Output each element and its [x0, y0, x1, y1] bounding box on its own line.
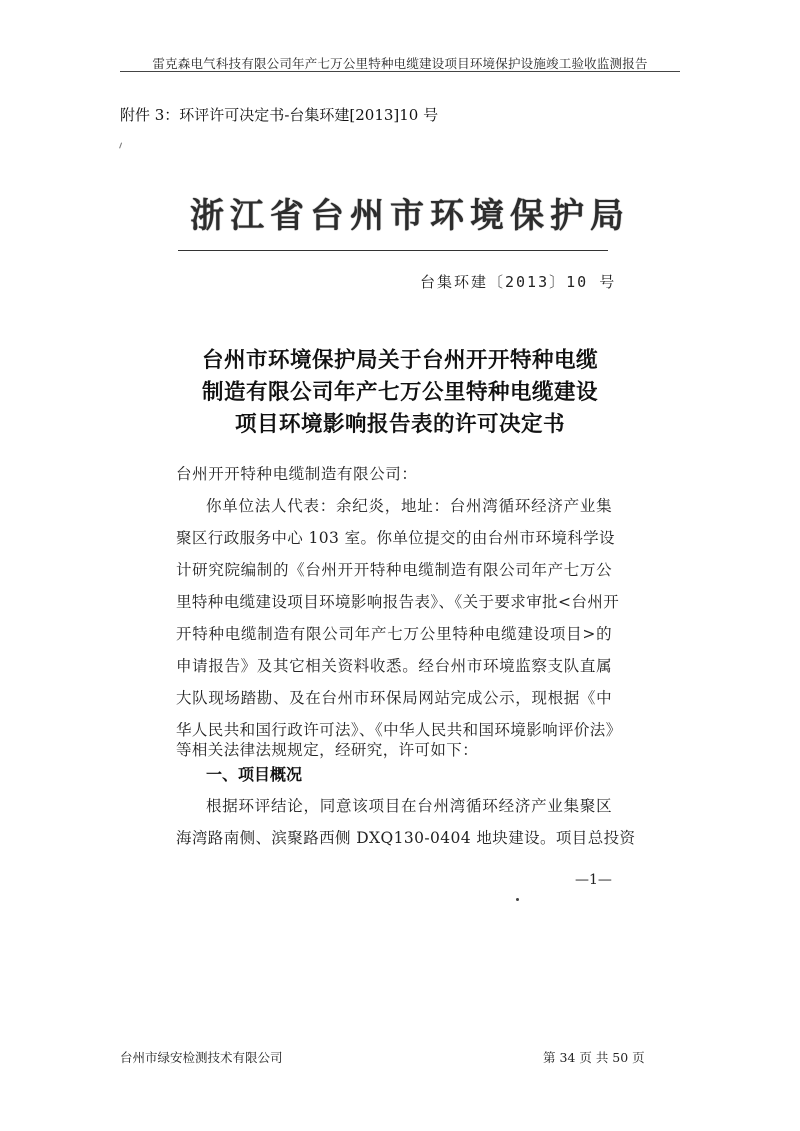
footer-page-info: 第 34 页 共 50 页: [543, 1050, 645, 1065]
page-number-mark: —1—: [575, 872, 612, 888]
body-line: 等相关法律法规规定，经研究，许可如下：: [176, 741, 479, 759]
body-line: 聚区行政服务中心 103 室。你单位提交的由台州市环境科学设: [176, 529, 615, 547]
header-divider: [120, 71, 680, 72]
scan-mark: [119, 142, 125, 149]
body-line: 开特种电缆制造有限公司年产七万公里特种电缆建设项目>的: [176, 625, 612, 643]
section-line: 根据环评结论，同意该项目在台州湾循环经济产业集聚区: [206, 797, 612, 815]
document-number: 台集环建〔2013〕10 号: [420, 273, 617, 291]
body-line: 你单位法人代表：余纪炎，地址：台州湾循环经济产业集: [206, 497, 612, 515]
addressee: 台州开开特种电缆制造有限公司：: [176, 465, 418, 483]
bureau-letterhead: 浙江省台州市环境保护局: [190, 196, 630, 236]
section-heading: 一、项目概况: [206, 765, 303, 784]
section-line: 海湾路南侧、滨聚路西侧 DXQ130-0404 地块建设。项目总投资: [176, 829, 636, 847]
body-line: 华人民共和国行政许可法》、《中华人民共和国环境影响评价法》: [176, 721, 622, 739]
footer-company: 台州市绿安检测技术有限公司: [120, 1050, 283, 1065]
scan-dot: [516, 898, 519, 901]
document-title-line-1: 台州市环境保护局关于台州开开特种电缆: [201, 348, 598, 373]
body-line: 大队现场踏勘、及在台州市环保局网站完成公示，现根据《中: [176, 689, 612, 707]
body-line: 计研究院编制的《台州开开特种电缆制造有限公司年产七万公: [176, 561, 612, 579]
document-title-line-3: 项目环境影响报告表的许可决定书: [234, 412, 565, 437]
body-line: 里特种电缆建设项目环境影响报告表》、《关于要求审批<台州开: [176, 593, 620, 611]
letterhead-divider: [178, 250, 608, 251]
document-title-line-2: 制造有限公司年产七万公里特种电缆建设: [201, 380, 598, 405]
body-line: 申请报告》及其它相关资料收悉。经台州市环境监察支队直属: [176, 657, 612, 675]
attachment-label: 附件 3：环评许可决定书-台集环建[2013]10 号: [120, 106, 439, 124]
report-header: 雷克森电气科技有限公司年产七万公里特种电缆建设项目环境保护设施竣工验收监测报告: [152, 56, 648, 71]
